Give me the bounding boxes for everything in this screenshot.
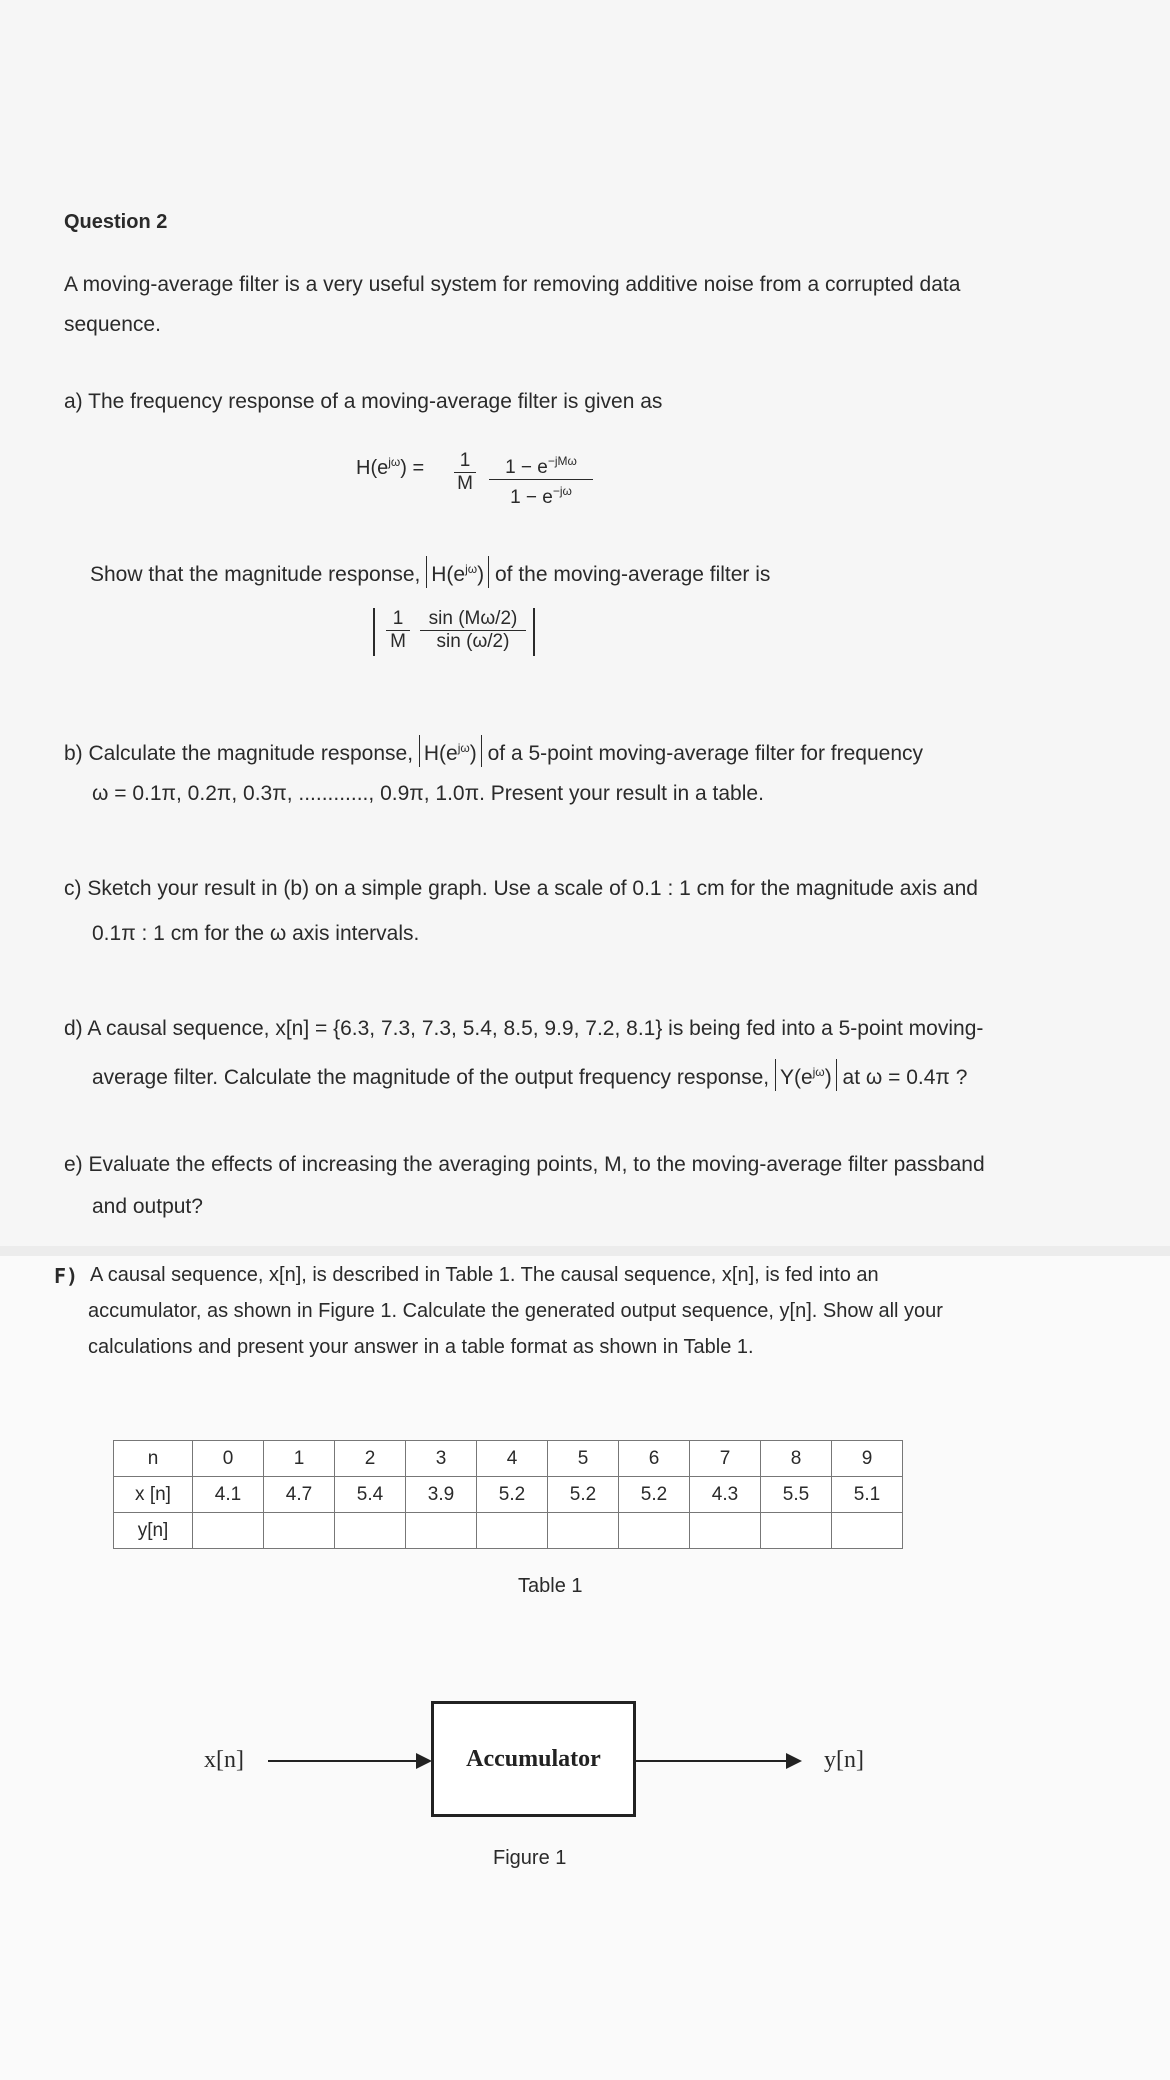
- output-arrow-line: [636, 1760, 786, 1762]
- section-divider: [0, 1246, 1170, 1256]
- table-cell: 7: [690, 1441, 761, 1477]
- part-d-line-2: average filter. Calculate the magnitude of the output frequency response, $Y(e^{j\omega})$ at ω = 0.4π ?: [92, 1059, 967, 1091]
- table-cell: 4.3: [690, 1477, 761, 1513]
- table-cell: 5.2: [548, 1477, 619, 1513]
- accumulator-block: Accumulator: [431, 1701, 636, 1817]
- table-cell: 5.1: [832, 1477, 903, 1513]
- table-cell-empty: [832, 1513, 903, 1549]
- table-cell: 4.1: [193, 1477, 264, 1513]
- part-c-line-1: c) Sketch your result in (b) on a simple graph. Use a scale of 0.1 : 1 cm for the magnitude axis and: [64, 877, 978, 900]
- abs-bar-left: [373, 608, 375, 656]
- figure-caption: Figure 1: [493, 1847, 567, 1869]
- intro-line-1: A moving-average filter is a very useful system for removing additive noise from a corrupted data: [64, 273, 961, 296]
- table-cell-empty: [477, 1513, 548, 1549]
- table-cell-empty: [690, 1513, 761, 1549]
- table-cell: 3: [406, 1441, 477, 1477]
- table-cell: 5.2: [477, 1477, 548, 1513]
- table-cell: 9: [832, 1441, 903, 1477]
- row-label-x: x [n]: [114, 1477, 193, 1513]
- intro-line-2: sequence.: [64, 313, 161, 336]
- part-a-fraction-2: $1 - e^{-jM\omega}$ $1 - e^{-j\omega}$: [489, 450, 593, 509]
- table-cell: 8: [761, 1441, 832, 1477]
- part-e-line-1: e) Evaluate the effects of increasing the averaging points, M, to the moving-average filter passband: [64, 1153, 985, 1176]
- part-a-show-text: Show that the magnitude response, $H(e^{j\omega})$ of the moving-average filter is: [90, 556, 770, 588]
- table-cell: 4: [477, 1441, 548, 1477]
- table-cell: 5.2: [619, 1477, 690, 1513]
- table-row-n: [114, 1441, 903, 1477]
- result-fraction-1: $\frac{1}{M}$: [386, 608, 410, 653]
- part-d-line-1: d) A causal sequence, x[n] = {6.3, 7.3, 7.3, 5.4, 8.5, 9.9, 7.2, 8.1} is being fed into a 5-point moving-: [64, 1017, 984, 1040]
- table-row-y: [114, 1513, 903, 1549]
- figure-output-label: y[n]: [824, 1747, 864, 1773]
- table-cell-empty: [193, 1513, 264, 1549]
- figure-input-label: x[n]: [204, 1747, 244, 1773]
- table-cell-empty: [264, 1513, 335, 1549]
- part-a-text: a) The frequency response of a moving-average filter is given as: [64, 390, 663, 413]
- row-label-n: n: [114, 1441, 193, 1477]
- abs-bar-right: [533, 608, 535, 656]
- table-cell: 5.5: [761, 1477, 832, 1513]
- table-cell-empty: [406, 1513, 477, 1549]
- part-f-line-1: A causal sequence, x[n], is described in Table 1. The causal sequence, x[n], is fed into an: [90, 1264, 879, 1286]
- part-f-line-3: calculations and present your answer in a table format as shown in Table 1.: [88, 1336, 754, 1358]
- part-f-label: F): [54, 1264, 79, 1288]
- part-a-fraction-1: $\frac{1}{M}$: [454, 450, 476, 495]
- table-cell: 5: [548, 1441, 619, 1477]
- output-arrow-head: [786, 1753, 802, 1769]
- table-cell-empty: [548, 1513, 619, 1549]
- part-a-formula-lhs: $H(e^{j\omega})$ =: [356, 455, 425, 479]
- part-e-line-2: and output?: [92, 1195, 203, 1218]
- table-cell-empty: [761, 1513, 832, 1549]
- table-row-x: [114, 1477, 903, 1513]
- table-cell-empty: [619, 1513, 690, 1549]
- table-caption: Table 1: [518, 1575, 583, 1597]
- part-b-line-1: b) Calculate the magnitude response, $H(e^{j\omega})$ of a 5-point moving-average filter for frequency: [64, 735, 923, 767]
- question-title: Question 2: [64, 211, 168, 233]
- part-b-line-2: ω = 0.1π, 0.2π, 0.3π, ............, 0.9π, 1.0π. Present your result in a table.: [92, 782, 764, 805]
- lower-panel: [0, 1256, 1170, 2080]
- sequence-table: [113, 1440, 903, 1549]
- row-label-y: y[n]: [114, 1513, 193, 1549]
- input-arrow-line: [268, 1760, 416, 1762]
- table-cell: 0: [193, 1441, 264, 1477]
- table-cell: 1: [264, 1441, 335, 1477]
- table-cell: 3.9: [406, 1477, 477, 1513]
- part-c-line-2: 0.1π : 1 cm for the ω axis intervals.: [92, 922, 420, 945]
- input-arrow-head: [416, 1753, 432, 1769]
- table-cell-empty: [335, 1513, 406, 1549]
- part-f-line-2: accumulator, as shown in Figure 1. Calculate the generated output sequence, y[n]. Show all your: [88, 1300, 943, 1322]
- table-cell: 5.4: [335, 1477, 406, 1513]
- table-cell: 6: [619, 1441, 690, 1477]
- table-cell: 2: [335, 1441, 406, 1477]
- table-cell: 4.7: [264, 1477, 335, 1513]
- result-fraction-2: $\frac{\sin (M\omega/2)}{\sin (\omega/2)}$: [420, 608, 526, 653]
